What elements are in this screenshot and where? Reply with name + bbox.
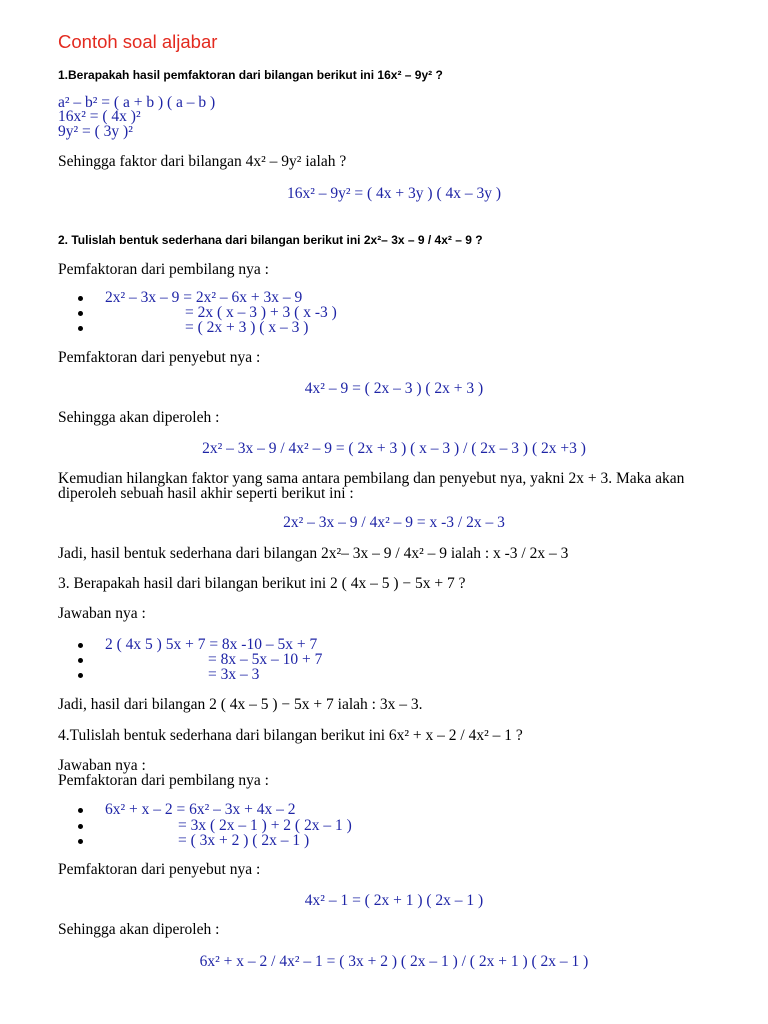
bullet-icon (78, 824, 83, 829)
bullet-icon (78, 311, 83, 316)
denominator-label: Pemfaktoran dari penyebut nya : (58, 861, 261, 878)
bullet-icon (78, 326, 83, 331)
combined-expression: 2x² – 3x – 9 / 4x² – 9 = ( 2x + 3 ) ( x – 3 ) / ( 2x – 3 ) ( 2x +3 ) (202, 440, 586, 457)
formula-rule: a² – b² = ( a + b ) ( a – b ) (58, 94, 216, 111)
denominator-label: Pemfaktoran dari penyebut nya : (58, 349, 261, 366)
question-3-heading: 3. Berapakah hasil dari bilangan berikut ini 2 ( 4x – 5 ) − 5x + 7 ? (58, 575, 466, 592)
bullet-icon (78, 658, 83, 663)
numerator-step: 6x² + x – 2 = 6x² – 3x + 4x – 2 (105, 801, 296, 818)
answer-label: Jawaban nya : (58, 605, 146, 622)
document-title: Contoh soal aljabar (58, 31, 218, 52)
solution-step: = 8x – 5x – 10 + 7 (208, 651, 323, 668)
numerator-step: = 3x ( 2x – 1 ) + 2 ( 2x – 1 ) (178, 817, 352, 834)
numerator-label: Pemfaktoran dari pembilang nya : (58, 772, 269, 789)
bullet-icon (78, 839, 83, 844)
numerator-label: Pemfaktoran dari pembilang nya : (58, 261, 269, 278)
question-1-heading: 1.Berapakah hasil pemfaktoran dari bilangan berikut ini 16x² – 9y² ? (58, 68, 443, 82)
explanation-line: diperoleh sebuah hasil akhir seperti berikut ini : (58, 485, 354, 502)
formula-rule: 16x² = ( 4x )² (58, 108, 141, 125)
bullet-icon (78, 673, 83, 678)
question-3-conclusion: Jadi, hasil dari bilangan 2 ( 4x – 5 ) − 5x + 7 ialah : 3x – 3. (58, 696, 423, 713)
solution-step: 2 ( 4x 5 ) 5x + 7 = 8x -10 – 5x + 7 (105, 636, 318, 653)
simplified-expression: 2x² – 3x – 9 / 4x² – 9 = x -3 / 2x – 3 (283, 514, 505, 531)
question-2-heading: 2. Tulislah bentuk sederhana dari bilangan berikut ini 2x²– 3x – 9 / 4x² – 9 ? (58, 233, 483, 247)
denominator-result: 4x² – 9 = ( 2x – 3 ) ( 2x + 3 ) (304, 380, 484, 397)
question-1-result: 16x² – 9y² = ( 4x + 3y ) ( 4x – 3y ) (286, 185, 502, 202)
bullet-icon (78, 643, 83, 648)
bullet-icon (78, 296, 83, 301)
combined-expression: 6x² + x – 2 / 4x² – 1 = ( 3x + 2 ) ( 2x – 1 ) / ( 2x + 1 ) ( 2x – 1 ) (199, 953, 589, 970)
numerator-step: 2x² – 3x – 9 = 2x² – 6x + 3x – 9 (105, 289, 303, 306)
numerator-step: = ( 3x + 2 ) ( 2x – 1 ) (178, 832, 310, 849)
numerator-step: = 2x ( x – 3 ) + 3 ( x -3 ) (185, 304, 337, 321)
solution-step: = 3x – 3 (208, 666, 260, 683)
combined-label: Sehingga akan diperoleh : (58, 921, 220, 938)
question-1-prompt: Sehingga faktor dari bilangan 4x² – 9y² ialah ? (58, 153, 347, 170)
formula-rule: 9y² = ( 3y )² (58, 123, 133, 140)
question-2-conclusion: Jadi, hasil bentuk sederhana dari bilangan 2x²– 3x – 9 / 4x² – 9 ialah : x -3 / 2x – 3 (58, 545, 569, 562)
answer-label: Jawaban nya : (58, 757, 146, 774)
numerator-step: = ( 2x + 3 ) ( x – 3 ) (185, 319, 309, 336)
denominator-result: 4x² – 1 = ( 2x + 1 ) ( 2x – 1 ) (304, 892, 484, 909)
combined-label: Sehingga akan diperoleh : (58, 409, 220, 426)
explanation-line: Kemudian hilangkan faktor yang sama antara pembilang dan penyebut nya, yakni 2x + 3. Maka akan (58, 470, 685, 487)
question-4-heading: 4.Tulislah bentuk sederhana dari bilangan berikut ini 6x² + x – 2 / 4x² – 1 ? (58, 727, 523, 744)
bullet-icon (78, 808, 83, 813)
